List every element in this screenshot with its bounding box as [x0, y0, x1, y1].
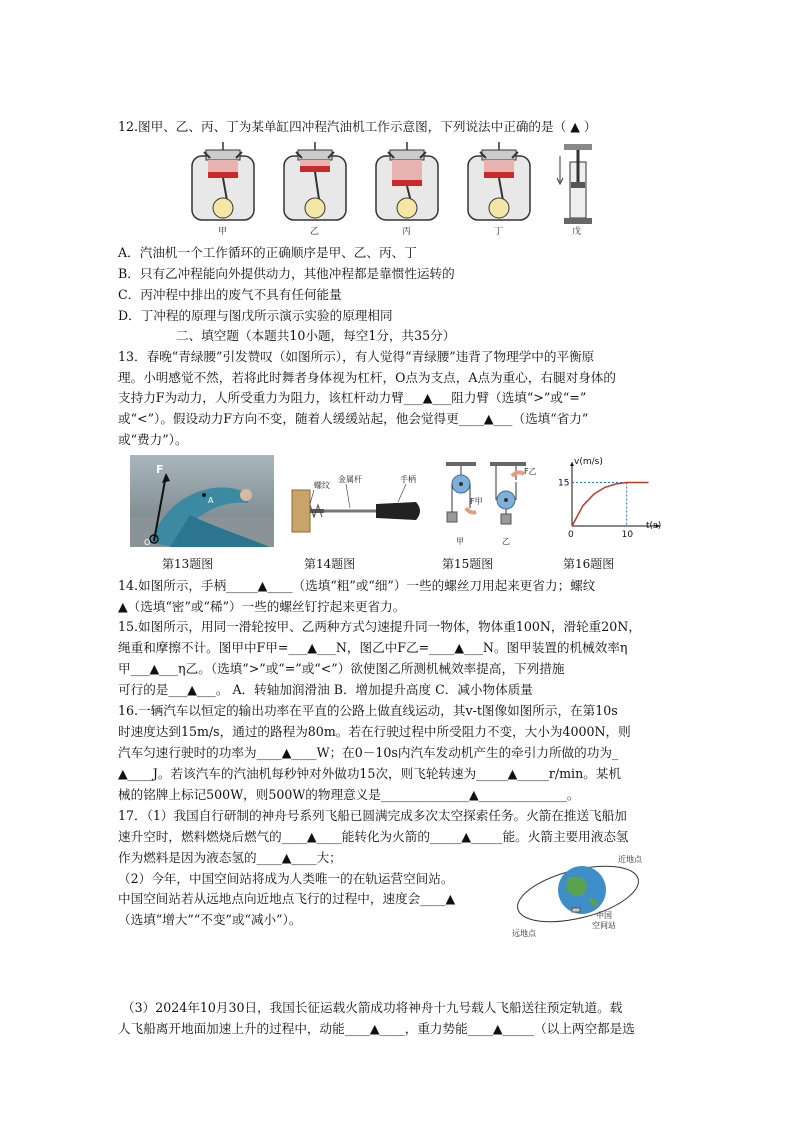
q17-line1: 17．（1）我国自行研制的神舟号系列飞船已圆满完成多次太空探索任务。火箭在推送飞船加 — [118, 808, 627, 823]
f13-A-label: A — [208, 496, 214, 505]
engine-3 — [376, 142, 438, 237]
figure16-vt-chart — [558, 456, 670, 542]
q17-line4: （2）今年，中国空间站将成为人类唯一的在轨运营空间站。 — [118, 871, 454, 886]
q13-line5: 或“费力”）。 — [118, 432, 188, 447]
q14-line2: ▲（选填“密”或“稀”）一些的螺丝钉拧起来更省力。 — [118, 599, 406, 614]
figure14-screwdriver — [288, 472, 428, 542]
x-tick-10: 10 — [621, 530, 634, 540]
engine-2 — [284, 142, 346, 237]
q17-line3: 作为燃料是因为液态氢的____▲____大； — [118, 850, 342, 865]
compression-apparatus — [557, 144, 592, 237]
q16-line2: 时速度达到15m/s，通过的路程为80m。若在行驶过程中所受阻力不变，大小为4000N，则 — [118, 724, 631, 739]
engine-label-5: 戊 — [572, 227, 582, 237]
q15-line4: 可行的是___▲___。 A．转轴加润滑油 B．增加提升高度 C．减小物体质量 — [118, 682, 533, 697]
engine-label-4: 丁 — [494, 227, 504, 237]
q17-line6: （选填“增大”“不变”或“减小”）。 — [118, 912, 302, 927]
q17-line7: （3）2024年10月30日，我国长征运载火箭成功将神舟十九号载人飞船送往预定轨道。载 — [122, 1000, 623, 1015]
q15-line2: 绳重和摩擦不计。图甲中F甲=___▲___N，图乙中F乙=____▲___N。图甲装置的机械效率η — [118, 640, 628, 655]
orbit-near-label: 近地点 — [618, 855, 642, 864]
q13-line4: 或“<”）。假设动力F方向不变，随着人缓缓站起，他会觉得更____▲___（选填“省力” — [118, 411, 589, 426]
section-title: 二、填空题（本题共10小题，每空1分，共35分） — [176, 328, 456, 343]
f15-fjia-label: F甲 — [470, 497, 483, 506]
q15-line3: 甲___▲___η乙。（选填“>”或“=”或“<”）欲使图乙所测机械效率提高，下列措施 — [118, 661, 565, 676]
svg-text:空间站: 空间站 — [592, 921, 616, 930]
figure15-pulleys — [438, 460, 548, 548]
q12-option-d: D．丁冲程的原理与图戊所示演示实验的原理相同 — [118, 308, 393, 323]
caption-fig14: 第14题图 — [304, 557, 356, 571]
q13-line3: 支持力F为动力，人所受重力为阻力，该杠杆动力臂___▲___阻力臂（选填“>”或“=” — [118, 390, 587, 405]
f14-jinshugan-label: 金属杆 — [338, 475, 362, 484]
x-axis-label: t(s) — [646, 521, 662, 531]
q12-option-c: C．丙冲程中排出的废气不具有任何能量 — [118, 287, 342, 302]
q13-line1: 13．春晚“青绿腰”引发赞叹（如图所示），有人觉得“青绿腰”违背了物理学中的平衡原 — [118, 349, 595, 364]
f13-F-label: F — [156, 463, 164, 476]
q15-line1: 15.如图所示，用同一滑轮按甲、乙两种方式匀速提升同一物体，物体重100N，滑轮重20N， — [118, 619, 641, 634]
f14-luowen-label: 螺纹 — [314, 481, 330, 490]
q17-line5: 中国空间站若从远地点向近地点飞行的过程中，速度会____▲ — [118, 891, 456, 906]
q16-line1: 16.一辆汽车以恒定的输出功率在平直的公路上做直线运动，其v-t图像如图所示，在第10s — [118, 703, 618, 718]
q16-line4: ▲____J。若该汽车的汽油机每秒钟对外做功15次，则飞轮转速为_____▲_____r/min。某机 — [118, 766, 621, 781]
caption-fig13: 第13题图 — [162, 557, 214, 571]
q12-option-b: B．只有乙冲程能向外提供动力，其他冲程都是靠惯性运转的 — [118, 266, 455, 281]
q17-line8: 人飞船离开地面加速上升的过程中，动能____▲____，重力势能____▲_____（以上两空都是选 — [118, 1021, 635, 1036]
engine-label-1: 甲 — [218, 227, 228, 237]
figure13-dancer-photo — [130, 455, 274, 547]
series-line — [572, 483, 649, 527]
engine-label-2: 乙 — [310, 227, 320, 237]
caption-fig16: 第16题图 — [563, 557, 615, 571]
caption-fig15: 第15题图 — [442, 557, 494, 571]
engine-label-3: 丙 — [402, 227, 412, 237]
q13-line2: 理。小明感觉不然，若将此时舞者身体视为杠杆，O点为支点，A点为重心，右腿对身体的 — [118, 370, 616, 385]
engine-1 — [192, 142, 254, 237]
q16-line5: 械的铭牌上标记500W，则500W的物理意义是______________▲______________。 — [118, 787, 580, 802]
engine-4 — [468, 142, 530, 237]
engine-diagrams — [190, 142, 610, 238]
orbit-station-label: 中国 — [596, 911, 612, 920]
y-axis-label: v(m/s) — [574, 457, 603, 467]
q14-line1: 14.如图所示，手柄_____▲____（选填“粗”或“细”）一些的螺丝刀用起来更省力；螺纹 — [118, 578, 596, 593]
y-tick-15: 15 — [558, 478, 570, 489]
orbit-far-label: 远地点 — [512, 929, 536, 938]
q17-line2: 速升空时，燃料燃烧后燃气的____▲____能转化为火箭的_____▲_____能。火箭主要用液态氢 — [118, 829, 629, 844]
f13-O-label: O — [144, 538, 151, 547]
f15-fyi-label: F乙 — [524, 467, 537, 476]
q12-option-a: A．汽油机一个工作循环的正确顺序是甲、乙、丙、丁 — [118, 245, 417, 260]
q12-stem: 12.图甲、乙、丙、丁为某单缸四冲程汽油机工作示意图，下列说法中正确的是（ ▲ ） — [118, 119, 597, 134]
q16-line3: 汽车匀速行驶时的功率为____▲____W；在0－10s内汽车发动机产生的牵引力所做的功为_ — [118, 745, 619, 760]
x-tick-0: 0 — [568, 530, 574, 540]
orbit-diagram — [508, 850, 658, 940]
f15-yi-label: 乙 — [502, 537, 510, 546]
f14-shoubing-label: 手柄 — [400, 475, 416, 484]
f15-jia-label: 甲 — [456, 537, 464, 546]
